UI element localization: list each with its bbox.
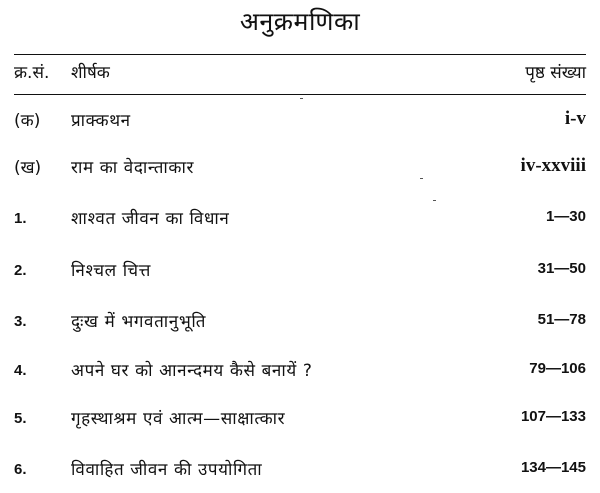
entry-number: (ख) bbox=[14, 158, 42, 178]
header-title-label: शीर्षक bbox=[71, 63, 110, 83]
page-title: अनुक्रमणिका bbox=[239, 7, 361, 36]
entry-pages: 51—78 bbox=[537, 311, 586, 328]
entry-pages: 79—106 bbox=[529, 360, 586, 377]
entry-pages: iv-xxviii bbox=[520, 155, 586, 176]
toc-entry-chapter-2 bbox=[14, 258, 586, 288]
toc-entry-chapter-3 bbox=[14, 309, 586, 339]
entry-pages: i-v bbox=[564, 108, 586, 129]
entry-title: गृहस्थाश्रम एवं आत्म—साक्षात्कार bbox=[71, 409, 286, 429]
toc-entry-introduction bbox=[14, 155, 586, 185]
scan-speck bbox=[420, 178, 423, 179]
header-page-label: पृष्ठ संख्या bbox=[525, 63, 586, 83]
toc-entry-chapter-4 bbox=[14, 358, 586, 388]
entry-number: 5. bbox=[14, 410, 27, 427]
entry-title: विवाहित जीवन की उपयोगिता bbox=[71, 460, 263, 480]
entry-pages: 107—133 bbox=[520, 408, 586, 425]
entry-pages: 134—145 bbox=[520, 459, 586, 476]
header-bottom-rule bbox=[14, 94, 586, 95]
entry-title: शाश्वत जीवन का विधान bbox=[71, 209, 230, 229]
entry-number: 2. bbox=[14, 262, 27, 279]
entry-title: प्राक्कथन bbox=[71, 111, 131, 131]
header-top-rule bbox=[14, 54, 586, 55]
scan-speck bbox=[300, 98, 303, 99]
entry-number: 3. bbox=[14, 313, 27, 330]
entry-title: राम का वेदान्ताकार bbox=[71, 158, 195, 178]
entry-title: दुःख में भगवतानुभूति bbox=[71, 312, 207, 332]
header-number-label: क्र.सं. bbox=[14, 63, 50, 83]
entry-number: 1. bbox=[14, 210, 27, 227]
entry-number: 6. bbox=[14, 461, 27, 478]
entry-number: (क) bbox=[14, 111, 41, 131]
entry-pages: 1—30 bbox=[545, 208, 586, 225]
toc-entry-chapter-6 bbox=[14, 457, 586, 487]
scan-speck bbox=[433, 200, 436, 201]
toc-entry-chapter-5 bbox=[14, 406, 586, 436]
entry-title: निश्चल चित्त bbox=[71, 261, 151, 281]
toc-entry-preface bbox=[14, 108, 586, 138]
toc-entry-chapter-1 bbox=[14, 206, 586, 236]
entry-pages: 31—50 bbox=[537, 260, 586, 277]
entry-number: 4. bbox=[14, 362, 27, 379]
entry-title: अपने घर को आनन्दमय कैसे बनायें ? bbox=[71, 361, 313, 381]
toc-header bbox=[14, 60, 586, 90]
